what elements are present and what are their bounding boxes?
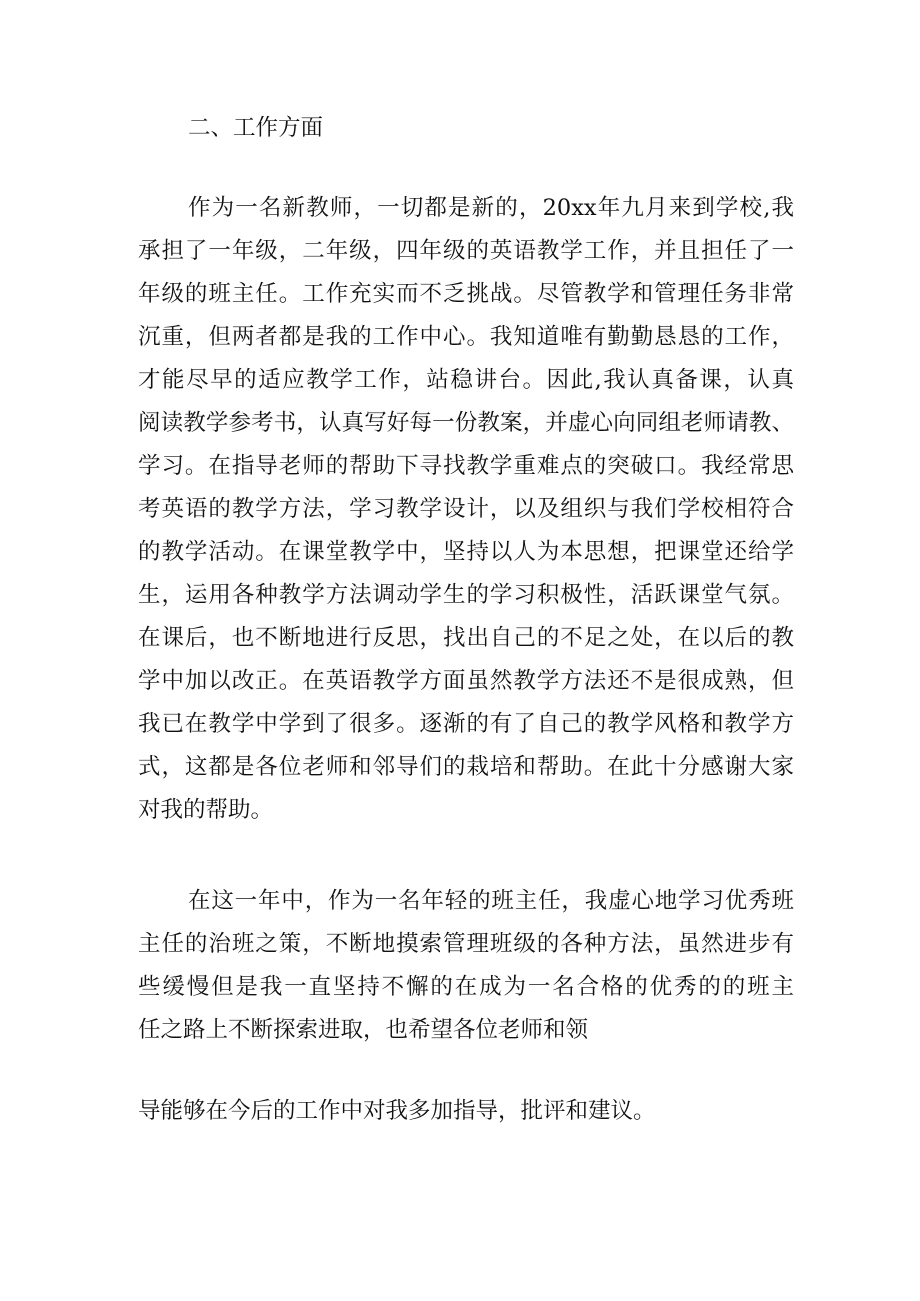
- paragraph-1-line: 生，运用各种教学方法调动学生的学习积极性，活跃课堂气氛。: [138, 582, 794, 608]
- paragraph-2-line: 主任的治班之策，不断地摸索管理班级的各种方法，虽然进步有: [138, 931, 794, 957]
- paragraph-2-line: 在这一年中，作为一名年轻的班主任，我虚心地学习优秀班: [188, 888, 794, 914]
- paragraph-1-line: 在课后，也不断地进行反思，找出自己的不足之处，在以后的教: [138, 625, 794, 651]
- paragraph-2-line: 任之路上不断探索进取，也希望各位老师和领: [138, 1017, 589, 1043]
- paragraph-1-line: 考英语的教学方法，学习教学设计，以及组织与我们学校相符合: [138, 496, 794, 522]
- paragraph-1-line: 年级的班主任。工作充实而不乏挑战。尽管教学和管理任务非常: [138, 281, 794, 307]
- paragraph-1-line: 承担了一年级，二年级，四年级的英语教学工作，并且担任了一: [138, 238, 794, 264]
- paragraph-1-line: 式，这都是各位老师和邻导们的栽培和帮助。在此十分感谢大家: [138, 754, 794, 780]
- paragraph-3-line: 导能够在今后的工作中对我多加指导，批评和建议。: [138, 1098, 656, 1124]
- paragraph-1-line: 的教学活动。在课堂教学中，坚持以人为本思想，把课堂还给学: [138, 539, 794, 565]
- paragraph-1-line: 沉重，但两者都是我的工作中心。我知道唯有勤勤恳恳的工作，: [138, 324, 794, 350]
- paragraph-1-line: 对我的帮助。: [138, 797, 274, 823]
- paragraph-2-line: 些缓慢但是我一直坚持不懈的在成为一名合格的优秀的的班主: [138, 974, 794, 1000]
- paragraph-1-line: 才能尽早的适应教学工作，站稳讲台。因此,我认真备课，认真: [138, 367, 794, 393]
- section-heading: 二、工作方面: [188, 115, 324, 141]
- paragraph-1-line: 作为一名新教师，一切都是新的，20xx年九月来到学校,我: [188, 195, 794, 221]
- paragraph-1-line: 学中加以改正。在英语教学方面虽然教学方法还不是很成熟，但: [138, 668, 794, 694]
- paragraph-1-line: 我已在教学中学到了很多。逐渐的有了自己的教学风格和教学方: [138, 711, 794, 737]
- paragraph-1-line: 阅读教学参考书，认真写好每一份教案，并虚心向同组老师请教、: [138, 410, 794, 436]
- paragraph-1-line: 学习。在指导老师的帮助下寻找教学重难点的突破口。我经常思: [138, 453, 794, 479]
